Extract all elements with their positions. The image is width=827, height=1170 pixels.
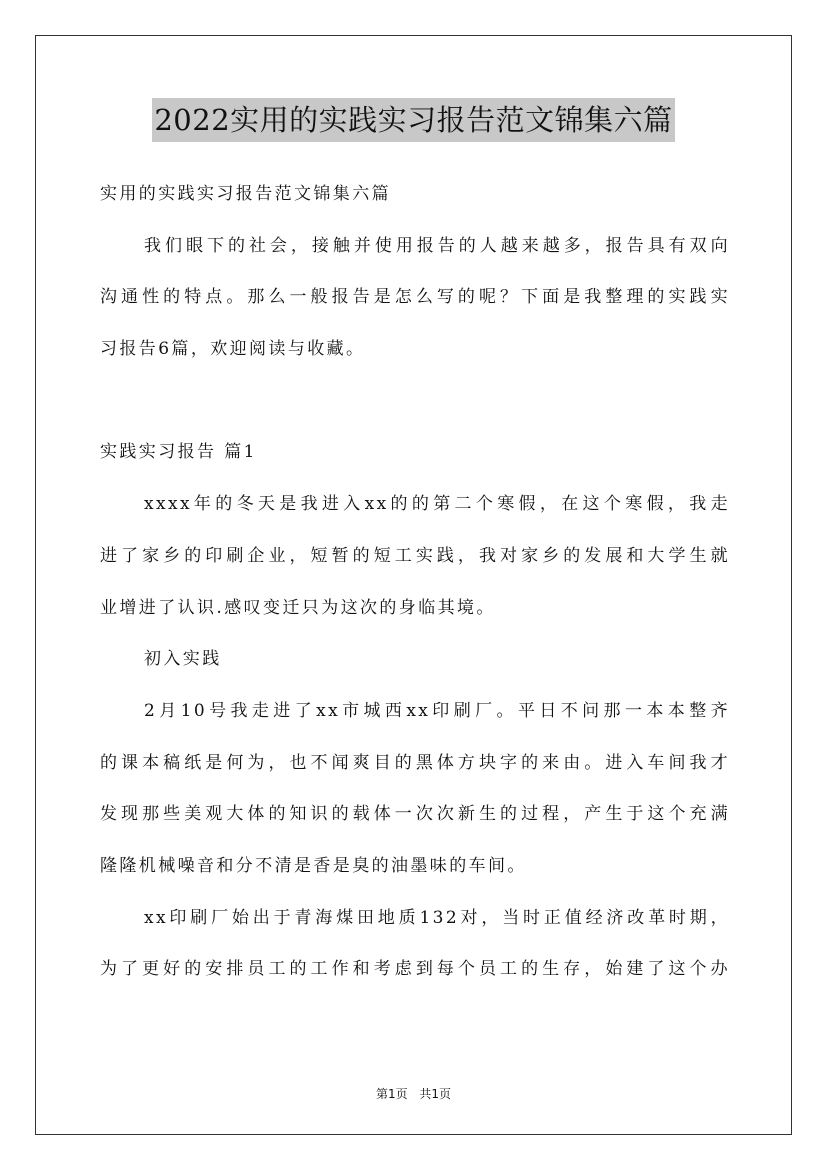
page-number: 第1页 xyxy=(375,1087,408,1101)
body-line: 习报告6篇，欢迎阅读与收藏。 xyxy=(100,339,366,360)
body-line: 隆隆机械噪音和分不清是香是臭的油墨味的车间。 xyxy=(100,855,527,876)
body-line: 初入实践 xyxy=(144,649,222,670)
body-line: xxxx年的冬天是我进入xx的的第二个寒假，在这个寒假，我走 xyxy=(144,494,730,515)
body-line: 进了家乡的印刷企业，短暂的短工实践，我对家乡的发展和大学生就 xyxy=(100,545,730,566)
body-line: 2月10号我走进了xx市城西xx印刷厂。平日不问那一本本整齐 xyxy=(144,700,730,721)
body-line: 的课本稿纸是何为，也不闻爽目的黑体方块字的来由。进入车间我才 xyxy=(100,752,730,773)
title-container xyxy=(0,98,827,142)
body-line: 实践实习报告 篇1 xyxy=(100,442,257,463)
body-line: 业增进了认识.感叹变迁只为这次的身临其境。 xyxy=(100,597,496,618)
blank-line xyxy=(100,376,730,428)
page-total: 共1页 xyxy=(419,1087,452,1101)
body-line: xx印刷厂始出于青海煤田地质132对，当时正值经济改革时期， xyxy=(144,907,730,928)
page-footer xyxy=(0,1085,827,1102)
document-title: 2022实用的实践实习报告范文锦集六篇 xyxy=(152,98,674,142)
document-body xyxy=(100,169,730,996)
body-line: 实用的实践实习报告范文锦集六篇 xyxy=(100,184,391,204)
body-line: 发现那些美观大体的知识的载体一次次新生的过程，产生于这个充满 xyxy=(100,804,730,825)
body-line: 我们眼下的社会，接触并使用报告的人越来越多，报告具有双向 xyxy=(144,235,730,256)
body-line: 沟通性的特点。那么一般报告是怎么写的呢？下面是我整理的实践实 xyxy=(100,287,730,308)
body-line: 为了更好的安排员工的工作和考虑到每个员工的生存，始建了这个办 xyxy=(100,959,730,980)
